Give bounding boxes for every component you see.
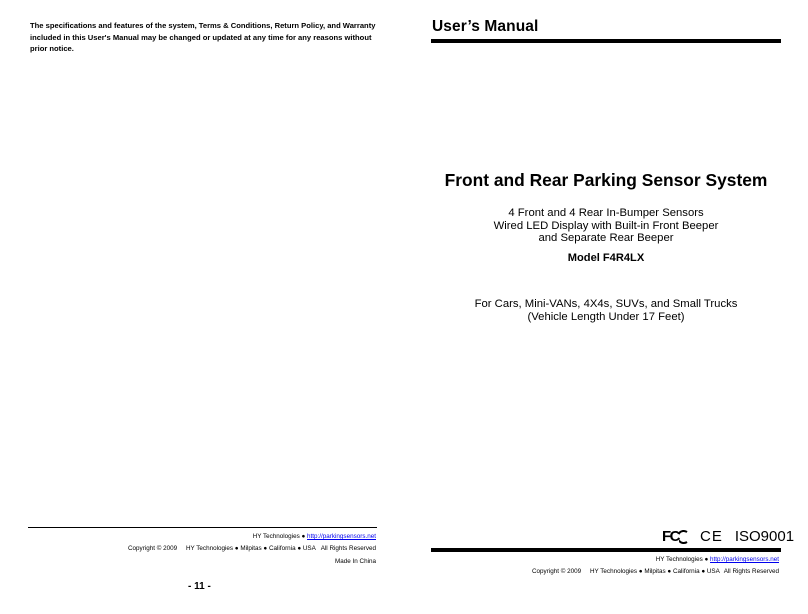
applicability-line-2: (Vehicle Length Under 17 Feet)	[527, 311, 685, 323]
right-footer-rights: All Rights Reserved	[723, 568, 779, 575]
manual-header: User’s Manual	[432, 18, 539, 35]
feature-line-2: Wired LED Display with Built-in Front Beeper	[493, 220, 719, 232]
certification-marks	[662, 528, 794, 545]
right-footer-url-link[interactable]: http://parkingsensors.net	[710, 556, 779, 563]
right-footer-address: HY Technologies ● Milpitas ● California ● USA	[590, 568, 720, 575]
footer-divider-right	[431, 548, 781, 552]
right-footer-company-line	[431, 556, 779, 563]
header-divider	[431, 39, 781, 43]
left-footer-company-line	[28, 533, 376, 540]
left-footer-url-link[interactable]: http://parkingsensors.net	[307, 533, 376, 540]
iso-certification: ISO9001	[734, 528, 795, 545]
right-footer-copyright: Copyright © 2009	[532, 568, 582, 575]
page-number: - 11 -	[188, 581, 211, 592]
model-number: Model F4R4LX	[567, 252, 645, 264]
left-footer-copyright: Copyright © 2009	[128, 545, 178, 552]
left-footer-company: HY Technologies ●	[252, 533, 306, 540]
applicability-line-1: For Cars, Mini-VANs, 4X4s, SUVs, and Small Trucks	[474, 298, 738, 310]
left-footer-address: HY Technologies ● Milpitas ● California ● USA	[186, 545, 316, 552]
right-footer-company: HY Technologies ●	[655, 556, 709, 563]
left-footer-made-in: Made In China	[335, 558, 376, 565]
left-footer-rights: All Rights Reserved	[320, 545, 376, 552]
feature-line-1: 4 Front and 4 Rear In-Bumper Sensors	[508, 207, 704, 219]
disclaimer-text: The specifications and features of the system, Terms & Conditions, Return Policy, and Warranty included in this User's Manual may be changed or updated at any time for any reasons without prior notice.	[30, 21, 376, 53]
footer-divider-left	[28, 527, 377, 528]
feature-line-3: and Separate Rear Beeper	[538, 232, 674, 244]
ce-mark-icon: CE	[700, 528, 723, 545]
product-title: Front and Rear Parking Sensor System	[444, 170, 768, 190]
fcc-logo-icon: FC	[662, 528, 688, 545]
